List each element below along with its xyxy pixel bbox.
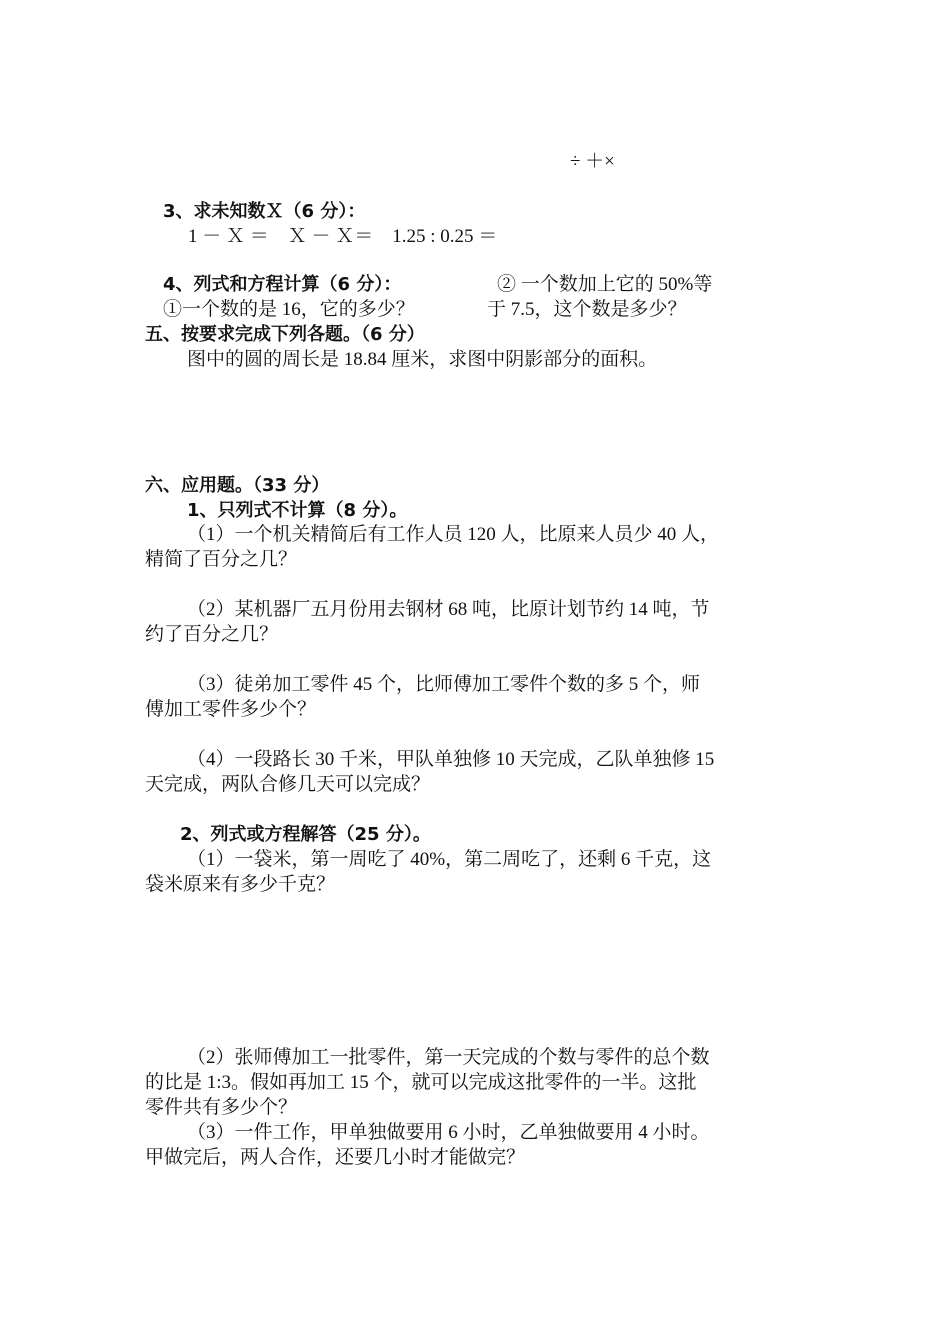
section-6-1-q4-line1: （4）一段路长 30 千米，甲队单独修 10 天完成，乙队单独修 15 — [187, 749, 715, 770]
section-6-2-q3-line1: （3）一件工作，甲单独做要用 6 小时，乙单独做要用 4 小时。 — [187, 1122, 710, 1143]
section-6-1-q2-line2: 约了百分之几？ — [145, 624, 279, 645]
section-4-heading: 4、列式和方程计算（6 分）： — [163, 274, 402, 295]
section-5-heading: 五、按要求完成下列各题。（6 分） — [145, 324, 425, 345]
section-6-1-q1-line2: 精简了百分之几？ — [145, 549, 298, 570]
operator-symbols: ÷ ＋× — [570, 151, 615, 172]
section-6-2-heading: 2、列式或方程解答（25 分）。 — [180, 824, 431, 845]
section-4-q2-line1: ② 一个数加上它的 50%等 — [497, 274, 713, 295]
section-3-heading: 3、求未知数Ｘ（6 分）： — [163, 201, 366, 222]
section-6-1-q2-line1: （2）某机器厂五月份用去钢材 68 吨，比原计划节约 14 吨，节 — [187, 599, 710, 620]
section-6-2-q3-line2: 甲做完后，两人合作，还要几小时才能做完？ — [145, 1147, 526, 1168]
section-6-2-q1-line1: （1）一袋米，第一周吃了 40%，第二周吃了，还剩 6 千克，这 — [187, 849, 712, 870]
section-4-q2-line2: 于 7.5，这个数是多少？ — [487, 299, 687, 320]
section-6-2-q2-line2: 的比是 1:3。假如再加工 15 个，就可以完成这批零件的一半。这批 — [145, 1072, 697, 1093]
section-6-2-q2-line1: （2）张师傅加工一批零件，第一天完成的个数与零件的总个数 — [187, 1047, 710, 1068]
section-6-2-q1-line2: 袋米原来有多少千克？ — [145, 874, 336, 895]
section-6-1-q3-line2: 傅加工零件多少个？ — [145, 699, 317, 720]
section-6-1-q3-line1: （3）徒弟加工零件 45 个，比师傅加工零件个数的多 5 个，师 — [187, 674, 701, 695]
section-6-1-q4-line2: 天完成，两队合修几天可以完成？ — [145, 774, 431, 795]
section-6-1-q1-line1: （1）一个机关精简后有工作人员 120 人，比原来人员少 40 人， — [187, 524, 720, 545]
section-6-heading: 六、应用题。（33 分） — [145, 475, 330, 496]
section-5-text: 图中的圆的周长是 18.84 厘米，求图中阴影部分的面积。 — [187, 349, 658, 370]
section-6-2-q2-line3: 零件共有多少个？ — [145, 1097, 298, 1118]
section-3-equations: 1 － Ｘ ＝ Ｘ － Ｘ＝ 1.25 : 0.25 ＝ — [188, 226, 498, 247]
section-4-q1: ①一个数的是 16，它的多少？ — [163, 299, 415, 320]
section-6-1-heading: 1、只列式不计算（8 分）。 — [187, 500, 408, 521]
